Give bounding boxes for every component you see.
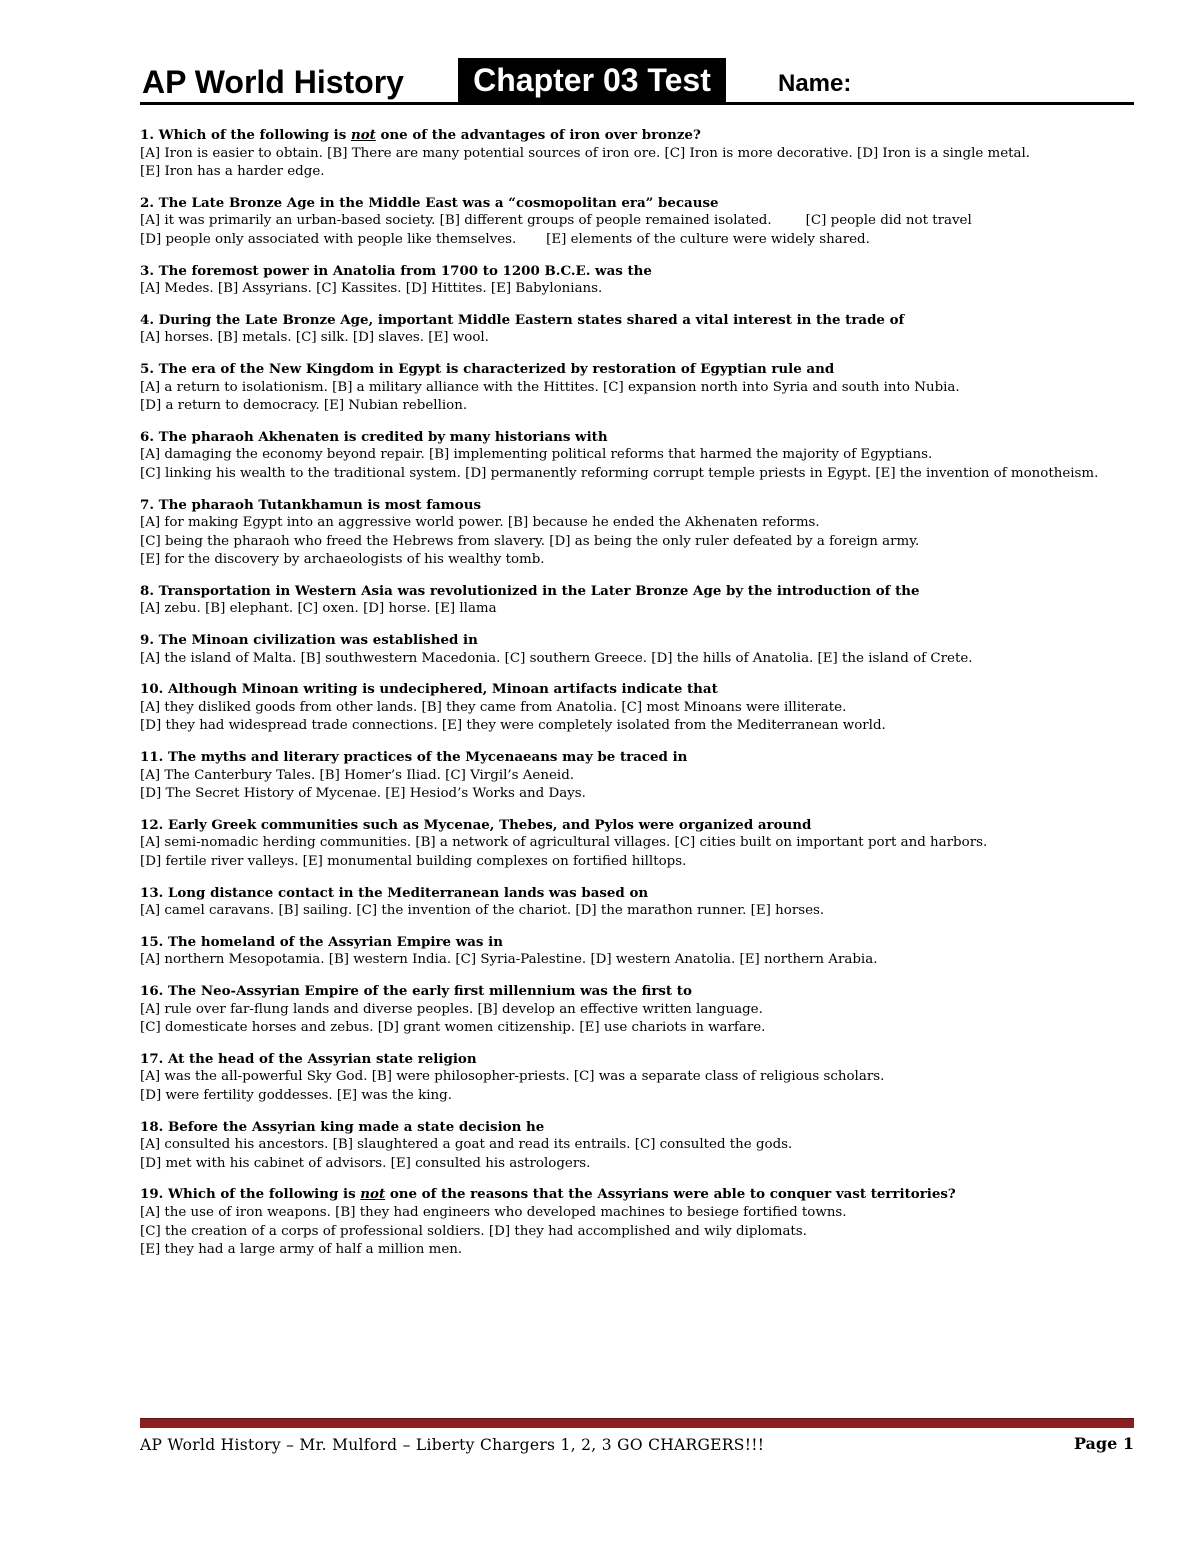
answer-line: [E] they had a large army of half a million men. (140, 1242, 463, 1258)
question-4 (140, 311, 1134, 348)
question-title: 5. The era of the New Kingdom in Egypt is characterized by restoration of Egyptian rule and (140, 360, 835, 377)
emphasis: not (350, 127, 376, 143)
page-header (140, 58, 1134, 105)
question-17 (140, 1050, 1134, 1106)
question-title: 18. Before the Assyrian king made a state decision he (140, 1118, 545, 1135)
answer-line: [A] rule over far-flung lands and diverse peoples. [B] develop an effective written language. (140, 1001, 763, 1017)
question-2 (140, 194, 1134, 250)
question-title: 17. At the head of the Assyrian state religion (140, 1050, 477, 1067)
question-7 (140, 496, 1134, 570)
question-title: 10. Although Minoan writing is undeciphered, Minoan artifacts indicate that (140, 681, 718, 698)
answer-line: [C] linking his wealth to the traditional system. [D] permanently reforming corrupt temple priests in Egypt. [E] the invention of monotheism. (140, 465, 1099, 481)
answer-line: [A] Medes. [B] Assyrians. [C] Kassites. [D] Hittites. [E] Babylonians. (140, 281, 603, 297)
question-title: 13. Long distance contact in the Mediterranean lands was based on (140, 884, 649, 901)
question-title: 16. The Neo-Assyrian Empire of the early first millennium was the first to (140, 982, 692, 999)
question-11 (140, 748, 1134, 804)
answer-line: [A] the island of Malta. [B] southwestern Macedonia. [C] southern Greece. [D] the hills of Anatolia. [E] the island of Crete. (140, 650, 973, 666)
answer-line: [A] northern Mesopotamia. [B] western India. [C] Syria-Palestine. [D] western Anatolia. [E] northern Arabia. (140, 952, 878, 968)
question-title: 9. The Minoan civilization was established in (140, 632, 478, 649)
answer-line: [A] they disliked goods from other lands. [B] they came from Anatolia. [C] most Minoans were illiterate. (140, 699, 847, 715)
question-title: 4. During the Late Bronze Age, important Middle Eastern states shared a vital interest in the trade of (140, 311, 905, 328)
question-9 (140, 631, 1134, 668)
answer-line: [A] damaging the economy beyond repair. [B] implementing political reforms that harmed the majority of Egyptians. (140, 447, 933, 463)
question-6 (140, 428, 1134, 484)
question-10 (140, 680, 1134, 736)
question-18 (140, 1118, 1134, 1174)
answer-line: [A] Iron is easier to obtain. [B] There are many potential sources of iron ore. [C] Iron is more decorative. [D] Iron is a single metal. (140, 145, 1031, 161)
emphasis: not (360, 1186, 386, 1203)
answer-line: [C] the creation of a corps of professional soldiers. [D] they had accomplished and wily diplomats. (140, 1223, 807, 1239)
answer-line: [C] being the pharaoh who freed the Hebrews from slavery. [D] as being the only ruler defeated by a foreign army. (140, 533, 920, 549)
question-title: 11. The myths and literary practices of the Mycenaeans may be traced in (140, 749, 688, 766)
answer-line: [C] domesticate horses and zebus. [D] grant women citizenship. [E] use chariots in warfare. (140, 1020, 766, 1036)
footer-text: AP World History – Mr. Mulford – Liberty Chargers 1, 2, 3 GO CHARGERS!!! (140, 1436, 765, 1454)
answer-line: [E] Iron has a harder edge. (140, 164, 325, 180)
answer-line: [A] the use of iron weapons. [B] they had engineers who developed machines to besiege fortified towns. (140, 1204, 847, 1220)
answer-line: [A] was the all-powerful Sky God. [B] were philosopher-priests. [C] was a separate class of religious scholars. (140, 1069, 885, 1085)
question-title: 15. The homeland of the Assyrian Empire was in (140, 933, 503, 950)
question-15 (140, 933, 1134, 970)
footer-divider (140, 1418, 1134, 1428)
question-title: 12. Early Greek communities such as Mycenae, Thebes, and Pylos were organized around (140, 816, 812, 833)
question-title: 3. The foremost power in Anatolia from 1700 to 1200 B.C.E. was the (140, 262, 652, 279)
question-13 (140, 884, 1134, 921)
question-19 (140, 1185, 1134, 1259)
answer-line: [A] consulted his ancestors. [B] slaughtered a goat and read its entrails. [C] consulted the gods. (140, 1137, 793, 1153)
question-3 (140, 262, 1134, 299)
answer-line: [A] camel caravans. [B] sailing. [C] the invention of the chariot. [D] the marathon runner. [E] horses. (140, 903, 825, 919)
answer-line: [D] a return to democracy. [E] Nubian rebellion. (140, 398, 468, 414)
question-title: 2. The Late Bronze Age in the Middle East was a “cosmopolitan era” because (140, 194, 719, 211)
answer-line: [A] The Canterbury Tales. [B] Homer’s Iliad. [C] Virgil’s Aeneid. (140, 767, 575, 783)
answer-line: [A] semi-nomadic herding communities. [B] a network of agricultural villages. [C] cities built on important port and harbors. (140, 835, 988, 851)
answer-line: [D] they had widespread trade connections. [E] they were completely isolated from the Mediterranean world. (140, 718, 886, 734)
question-title: 7. The pharaoh Tutankhamun is most famous (140, 496, 482, 513)
answer-line: [A] zebu. [B] elephant. [C] oxen. [D] horse. [E] llama (140, 601, 497, 617)
answer-line: [D] The Secret History of Mycenae. [E] Hesiod’s Works and Days. (140, 786, 586, 802)
question-list (140, 126, 1134, 1272)
answer-line: [D] people only associated with people like themselves. [E] elements of the culture were widely shared. (140, 231, 870, 247)
answer-line: [A] a return to isolationism. [B] a military alliance with the Hittites. [C] expansion north into Syria and south into Nubia. (140, 379, 960, 395)
answer-line: [E] for the discovery by archaeologists of his wealthy tomb. (140, 552, 545, 568)
question-5 (140, 360, 1134, 416)
question-16 (140, 982, 1134, 1038)
answer-line: [A] it was primarily an urban-based society. [B] different groups of people remained isolated. [C] people did not travel (140, 213, 972, 229)
answer-line: [A] for making Egypt into an aggressive world power. [B] because he ended the Akhenaten reforms. (140, 515, 820, 531)
answer-line: [D] were fertility goddesses. [E] was the king. (140, 1087, 452, 1103)
question-1 (140, 126, 1134, 182)
question-title: 8. Transportation in Western Asia was revolutionized in the Later Bronze Age by the introduction of the (140, 582, 920, 599)
question-8 (140, 582, 1134, 619)
page-number: Page 1 (1073, 1434, 1134, 1453)
course-title: AP World History (142, 64, 404, 100)
question-title: 1. Which of the following is not one of the advantages of iron over bronze? (140, 127, 701, 143)
name-label: Name: (778, 70, 852, 97)
answer-line: [D] met with his cabinet of advisors. [E] consulted his astrologers. (140, 1155, 591, 1171)
question-12 (140, 816, 1134, 872)
test-title: Chapter 03 Test (458, 58, 726, 102)
question-title: 6. The pharaoh Akhenaten is credited by many historians with (140, 428, 608, 445)
answer-line: [A] horses. [B] metals. [C] silk. [D] slaves. [E] wool. (140, 330, 489, 346)
question-title: 19. Which of the following is not one of the reasons that the Assyrians were able to conquer vast territories? (140, 1186, 956, 1203)
answer-line: [D] fertile river valleys. [E] monumental building complexes on fortified hilltops. (140, 854, 687, 869)
